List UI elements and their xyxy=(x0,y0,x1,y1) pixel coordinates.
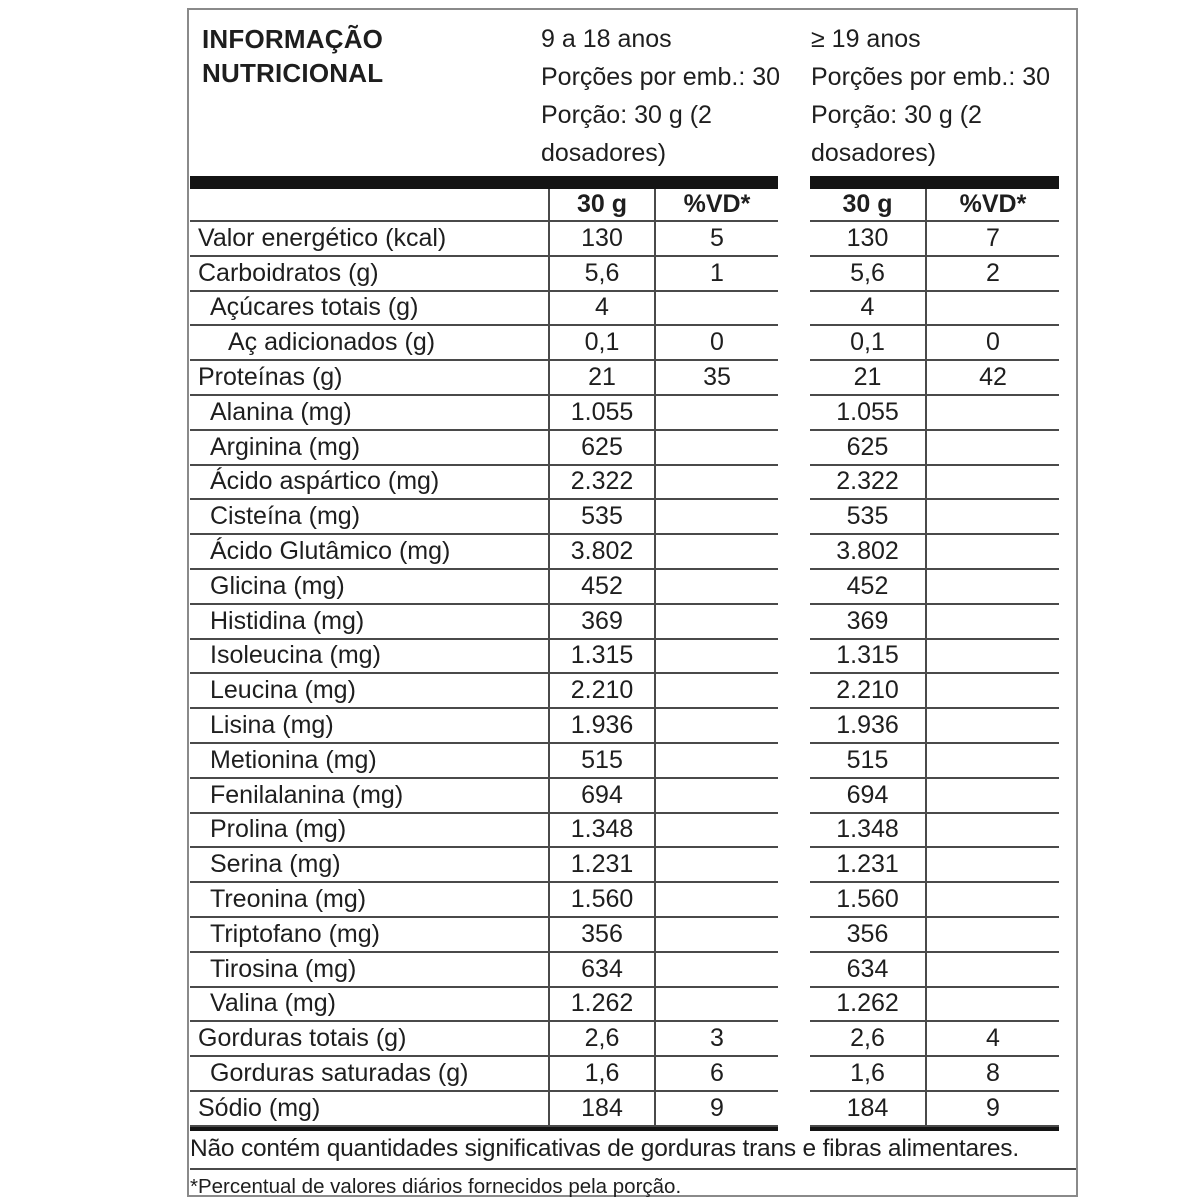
dv-value-group-1 xyxy=(656,431,778,466)
dv-value-group-2: 42 xyxy=(927,361,1059,396)
dv-value-group-2 xyxy=(927,779,1059,814)
amount-value-group-2: 1.315 xyxy=(810,640,927,675)
nutrition-table xyxy=(190,176,1059,1199)
amount-value-group-1: 3.802 xyxy=(548,535,656,570)
amount-value-group-2: 1.936 xyxy=(810,709,927,744)
amount-value-group-1: 369 xyxy=(548,605,656,640)
row-gap-cell xyxy=(778,500,810,535)
row-gap-cell xyxy=(778,431,810,466)
dv-value-group-1 xyxy=(656,535,778,570)
dv-value-group-1 xyxy=(656,570,778,605)
row-label: Proteínas (g) xyxy=(190,361,548,396)
header-amount-1: 30 g xyxy=(548,189,656,222)
row-label: Arginina (mg) xyxy=(190,431,548,466)
dv-value-group-1: 6 xyxy=(656,1057,778,1092)
dv-value-group-2 xyxy=(927,988,1059,1023)
row-gap-cell xyxy=(778,918,810,953)
amount-value-group-1: 1.936 xyxy=(548,709,656,744)
row-label: Serina (mg) xyxy=(190,848,548,883)
dv-value-group-1 xyxy=(656,918,778,953)
amount-value-group-1: 184 xyxy=(548,1092,656,1127)
row-gap-cell xyxy=(778,535,810,570)
dv-value-group-1 xyxy=(656,605,778,640)
amount-value-group-1: 1.560 xyxy=(548,883,656,918)
amount-value-group-1: 0,1 xyxy=(548,326,656,361)
top-bar-right-segment xyxy=(810,176,1059,189)
no-significant-amounts-note: Não contém quantidades significativas de gorduras trans e fibras alimentares. xyxy=(190,1131,1076,1170)
amount-value-group-2: 1.055 xyxy=(810,396,927,431)
amount-value-group-2: 21 xyxy=(810,361,927,396)
row-gap-cell xyxy=(778,848,810,883)
row-gap-cell xyxy=(778,814,810,849)
row-gap-cell xyxy=(778,257,810,292)
amount-value-group-1: 452 xyxy=(548,570,656,605)
dv-value-group-1 xyxy=(656,744,778,779)
dv-value-group-1 xyxy=(656,292,778,327)
row-label: Ácido Glutâmico (mg) xyxy=(190,535,548,570)
table-top-bar xyxy=(190,176,1059,189)
dv-value-group-1 xyxy=(656,396,778,431)
header-empty-cell xyxy=(190,189,548,222)
dv-value-group-2: 0 xyxy=(927,326,1059,361)
label-title: INFORMAÇÃO NUTRICIONAL xyxy=(202,24,384,88)
amount-value-group-1: 2.322 xyxy=(548,466,656,501)
dv-value-group-1: 3 xyxy=(656,1022,778,1057)
dv-value-group-2 xyxy=(927,431,1059,466)
row-label: Prolina (mg) xyxy=(190,814,548,849)
amount-value-group-1: 634 xyxy=(548,953,656,988)
dv-value-group-1 xyxy=(656,953,778,988)
amount-value-group-1: 356 xyxy=(548,918,656,953)
row-gap-cell xyxy=(778,674,810,709)
row-label: Treonina (mg) xyxy=(190,883,548,918)
dv-value-group-2 xyxy=(927,674,1059,709)
amount-value-group-1: 21 xyxy=(548,361,656,396)
row-gap-cell xyxy=(778,779,810,814)
row-label: Sódio (mg) xyxy=(190,1092,548,1127)
row-label: Carboidratos (g) xyxy=(190,257,548,292)
amount-value-group-2: 130 xyxy=(810,222,927,257)
header-amount-2: 30 g xyxy=(810,189,927,222)
amount-value-group-2: 625 xyxy=(810,431,927,466)
dv-value-group-1 xyxy=(656,779,778,814)
bottom-bar-right-segment xyxy=(810,1127,1059,1131)
amount-value-group-1: 535 xyxy=(548,500,656,535)
amount-value-group-1: 515 xyxy=(548,744,656,779)
amount-value-group-2: 634 xyxy=(810,953,927,988)
header-dv-1: %VD* xyxy=(656,189,778,222)
row-gap-cell xyxy=(778,1057,810,1092)
row-label: Lisina (mg) xyxy=(190,709,548,744)
age-group-1-range: 9 a 18 anos xyxy=(541,25,672,53)
amount-value-group-2: 452 xyxy=(810,570,927,605)
age-group-2-range: ≥ 19 anos xyxy=(811,25,921,53)
dv-value-group-2 xyxy=(927,814,1059,849)
row-label: Fenilalanina (mg) xyxy=(190,779,548,814)
dv-value-group-2 xyxy=(927,292,1059,327)
amount-value-group-1: 1.348 xyxy=(548,814,656,849)
amount-value-group-1: 1.262 xyxy=(548,988,656,1023)
bottom-bar-left-segment xyxy=(190,1127,778,1131)
row-label: Isoleucina (mg) xyxy=(190,640,548,675)
header-gap-cell xyxy=(778,189,810,222)
amount-value-group-2: 5,6 xyxy=(810,257,927,292)
dv-value-group-2 xyxy=(927,709,1059,744)
amount-value-group-1: 1,6 xyxy=(548,1057,656,1092)
table-grid xyxy=(190,189,1059,1127)
dv-value-group-2: 2 xyxy=(927,257,1059,292)
row-label: Alanina (mg) xyxy=(190,396,548,431)
amount-value-group-2: 356 xyxy=(810,918,927,953)
row-label: Triptofano (mg) xyxy=(190,918,548,953)
dv-value-group-1 xyxy=(656,466,778,501)
dv-value-group-2 xyxy=(927,744,1059,779)
amount-value-group-1: 5,6 xyxy=(548,257,656,292)
row-label: Ácido aspártico (mg) xyxy=(190,466,548,501)
dv-value-group-1: 1 xyxy=(656,257,778,292)
amount-value-group-2: 369 xyxy=(810,605,927,640)
amount-value-group-2: 3.802 xyxy=(810,535,927,570)
dv-value-group-2 xyxy=(927,918,1059,953)
dv-value-group-1 xyxy=(656,500,778,535)
dv-value-group-2 xyxy=(927,535,1059,570)
top-bar-gap xyxy=(778,176,810,189)
dv-value-group-1 xyxy=(656,988,778,1023)
row-gap-cell xyxy=(778,953,810,988)
dv-value-group-1: 35 xyxy=(656,361,778,396)
dv-value-group-1: 5 xyxy=(656,222,778,257)
row-gap-cell xyxy=(778,361,810,396)
row-label: Açúcares totais (g) xyxy=(190,292,548,327)
amount-value-group-1: 2.210 xyxy=(548,674,656,709)
row-label: Leucina (mg) xyxy=(190,674,548,709)
row-label: Glicina (mg) xyxy=(190,570,548,605)
row-gap-cell xyxy=(778,1022,810,1057)
bottom-bar-gap xyxy=(778,1127,810,1131)
row-gap-cell xyxy=(778,640,810,675)
row-label: Metionina (mg) xyxy=(190,744,548,779)
amount-value-group-2: 184 xyxy=(810,1092,927,1127)
row-gap-cell xyxy=(778,396,810,431)
daily-values-footnote: *Percentual de valores diários fornecidos pela porção. xyxy=(190,1174,682,1198)
amount-value-group-2: 535 xyxy=(810,500,927,535)
amount-value-group-1: 694 xyxy=(548,779,656,814)
row-label: Tirosina (mg) xyxy=(190,953,548,988)
dv-value-group-2 xyxy=(927,953,1059,988)
age-group-1-servings: Porções por emb.: 30 xyxy=(541,63,781,91)
row-gap-cell xyxy=(778,326,810,361)
dv-value-group-1 xyxy=(656,883,778,918)
row-gap-cell xyxy=(778,570,810,605)
amount-value-group-2: 1.231 xyxy=(810,848,927,883)
dv-value-group-1 xyxy=(656,848,778,883)
amount-value-group-1: 4 xyxy=(548,292,656,327)
dv-value-group-2: 7 xyxy=(927,222,1059,257)
amount-value-group-2: 2.210 xyxy=(810,674,927,709)
table-bottom-bar xyxy=(190,1127,1059,1131)
amount-value-group-2: 1.262 xyxy=(810,988,927,1023)
amount-value-group-2: 4 xyxy=(810,292,927,327)
row-gap-cell xyxy=(778,744,810,779)
row-gap-cell xyxy=(778,988,810,1023)
row-label: Valina (mg) xyxy=(190,988,548,1023)
dv-value-group-1 xyxy=(656,814,778,849)
age-group-2-servings: Porções por emb.: 30 xyxy=(811,63,1051,91)
amount-value-group-1: 625 xyxy=(548,431,656,466)
row-gap-cell xyxy=(778,1092,810,1127)
row-gap-cell xyxy=(778,466,810,501)
dv-value-group-2: 8 xyxy=(927,1057,1059,1092)
row-gap-cell xyxy=(778,292,810,327)
dv-value-group-2 xyxy=(927,848,1059,883)
row-gap-cell xyxy=(778,222,810,257)
row-label: Aç adicionados (g) xyxy=(190,326,548,361)
dv-value-group-1 xyxy=(656,709,778,744)
amount-value-group-2: 2,6 xyxy=(810,1022,927,1057)
dv-value-group-2: 4 xyxy=(927,1022,1059,1057)
age-group-2-header xyxy=(811,20,1069,172)
dv-value-group-2 xyxy=(927,570,1059,605)
amount-value-group-1: 1.231 xyxy=(548,848,656,883)
dv-value-group-2: 9 xyxy=(927,1092,1059,1127)
amount-value-group-2: 1,6 xyxy=(810,1057,927,1092)
amount-value-group-2: 2.322 xyxy=(810,466,927,501)
amount-value-group-1: 130 xyxy=(548,222,656,257)
row-gap-cell xyxy=(778,605,810,640)
amount-value-group-2: 694 xyxy=(810,779,927,814)
dv-value-group-1: 9 xyxy=(656,1092,778,1127)
row-label: Histidina (mg) xyxy=(190,605,548,640)
row-label: Cisteína (mg) xyxy=(190,500,548,535)
top-bar-left-segment xyxy=(190,176,778,189)
header-dv-2: %VD* xyxy=(927,189,1059,222)
age-group-1-header xyxy=(541,20,799,172)
dv-value-group-1: 0 xyxy=(656,326,778,361)
amount-value-group-2: 515 xyxy=(810,744,927,779)
dv-value-group-2 xyxy=(927,500,1059,535)
amount-value-group-1: 2,6 xyxy=(548,1022,656,1057)
amount-value-group-2: 1.560 xyxy=(810,883,927,918)
dv-value-group-2 xyxy=(927,605,1059,640)
amount-value-group-1: 1.315 xyxy=(548,640,656,675)
dv-value-group-2 xyxy=(927,640,1059,675)
row-label: Gorduras saturadas (g) xyxy=(190,1057,548,1092)
amount-value-group-2: 0,1 xyxy=(810,326,927,361)
amount-value-group-2: 1.348 xyxy=(810,814,927,849)
dv-value-group-1 xyxy=(656,640,778,675)
age-group-1-portion: Porção: 30 g (2 dosadores) xyxy=(541,101,712,167)
dv-value-group-2 xyxy=(927,883,1059,918)
dv-value-group-2 xyxy=(927,396,1059,431)
row-label: Gorduras totais (g) xyxy=(190,1022,548,1057)
age-group-2-portion: Porção: 30 g (2 dosadores) xyxy=(811,101,982,167)
dv-value-group-2 xyxy=(927,466,1059,501)
row-label: Valor energético (kcal) xyxy=(190,222,548,257)
row-gap-cell xyxy=(778,709,810,744)
row-gap-cell xyxy=(778,883,810,918)
amount-value-group-1: 1.055 xyxy=(548,396,656,431)
dv-value-group-1 xyxy=(656,674,778,709)
